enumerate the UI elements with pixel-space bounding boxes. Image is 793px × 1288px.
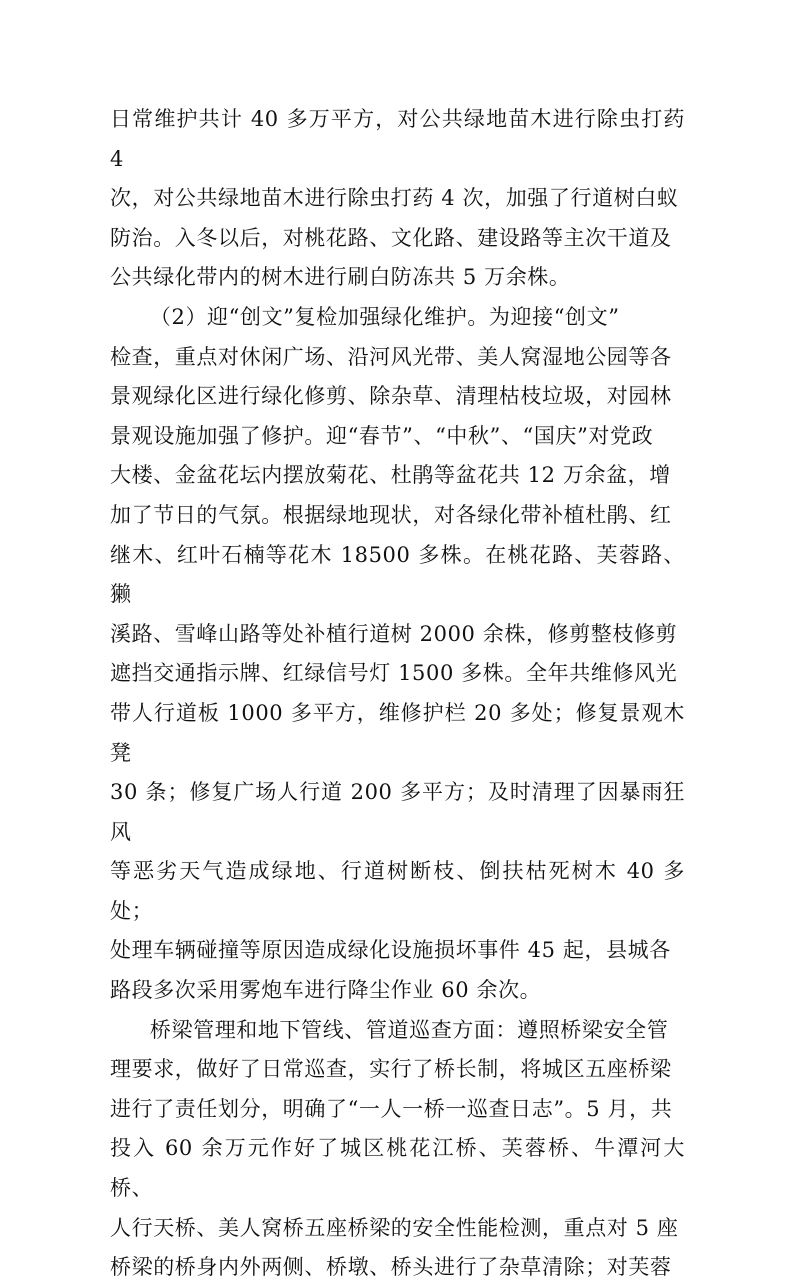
document-body (110, 100, 685, 1288)
paragraph-chuangwen-greening: （2）迎“创文”复检加强绿化维护。为迎接“创文” 检查，重点对休闲广场、沿河风光带、美人窝湿地公园等各 景观绿化区进行绿化修剪、除杂草、清理枯枝垃圾，对园林 景观设施加强了修护。迎“春节”、“中秋”、“国庆”对党政 大楼、金盆花坛内摆放菊花、杜鹃等盆花共 12 万余盆，增 加了节日的气氛。根据绿地现状，对各绿化带补植杜鹃、红 继木、红叶石楠等花木 18500 多株。在桃花路、芙蓉路、獭 溪路、雪峰山路等处补植行道树 2000 余株，修剪整枝修剪 遮挡交通指示牌、红绿信号灯 1500 多株。全年共维修风光 带人行道板 1000 多平方，维修护栏 20 多处；修复景观木凳 30 条；修复广场人行道 200 多平方；及时清理了因暴雨狂风 等恶劣天气造成绿地、行道树断枝、倒扶枯死树木 40 多处； 处理车辆碰撞等原因造成绿化设施损坏事件 45 起，县城各 路段多次采用雾炮车进行降尘作业 60 余次。 (110, 304, 685, 1003)
paragraph-daily-maintenance: 日常维护共计 40 多万平方，对公共绿地苗木进行除虫打药 4 次，对公共绿地苗木进行除虫打药 4 次，加强了行道树白蚁 防治。入冬以后，对桃花路、文化路、建设路等主次干道及 公共绿化带内的树木进行刷白防冻共 5 万余株。 (110, 107, 685, 290)
paragraph-bridge-management: 桥梁管理和地下管线、管道巡查方面：遵照桥梁安全管 理要求，做好了日常巡查，实行了桥长制，将城区五座桥梁 进行了责任划分，明确了“一人一桥一巡查日志”。5 月，共 投入 60 余万元作好了城区桃花江桥、芙蓉桥、牛潭河大桥、 人行天桥、美人窝桥五座桥梁的安全性能检测，重点对 5 座 桥梁的桥身内外两侧、桥墩、桥头进行了杂草清除；对芙蓉 (110, 1017, 685, 1280)
